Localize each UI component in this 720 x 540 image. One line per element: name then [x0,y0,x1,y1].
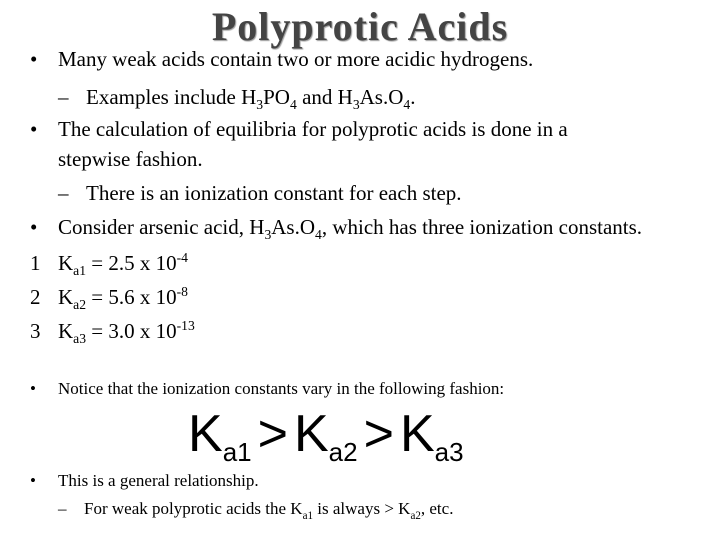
greater-than-sign: > [363,405,394,463]
number-label: 3 [30,319,41,343]
number-label: 2 [30,285,41,309]
line-text: Examples include $H_3PO_4$ and $H_3As.O_4$. [86,85,416,112]
line-text: Notice that the ionization constants vary in the following fashion: [58,379,505,398]
line-text: Many weak acids contain two or more acidic hydrogens. [58,47,534,71]
line-text: stepwise fashion. [58,147,203,171]
bullet-icon: • [30,471,36,490]
line-text: There is an ionization constant for each step. [86,181,462,205]
number-label: 1 [30,251,41,275]
bullet-icon: • [30,215,38,239]
dash-icon: – [58,181,69,205]
ka2-term: Ka2 [293,405,358,467]
line-text: $K_{a3} = 3.0$ x $10^{-13}$ [58,318,195,346]
bullet-icon: • [30,117,38,141]
bullet-icon: • [30,47,38,71]
ka3-term: Ka3 [399,405,464,467]
line-text: $K_{a1} = 2.5$ x $10^{-4}$ [58,250,189,278]
bullet-icon: • [30,379,36,398]
dash-icon: – [58,499,67,518]
line-text: This is a general relationship. [58,471,259,490]
line-text: For weak polyprotic acids the $K_{a1}$ is always > $K_{a2}$, etc. [84,499,454,522]
slide-title: Polyprotic Acids [211,4,509,49]
ka1-term: Ka1 [188,405,252,467]
line-text: The calculation of equilibria for polyprotic acids is done in a [58,117,568,141]
line-text: $K_{a2} = 5.6$ x $10^{-8}$ [58,284,189,312]
dash-icon: – [58,85,69,109]
line-text: Consider arsenic acid, $H_3As.O_4$, which has three ionization constants. [58,215,643,242]
ka-inequality [188,404,464,472]
greater-than-sign: > [257,405,288,463]
